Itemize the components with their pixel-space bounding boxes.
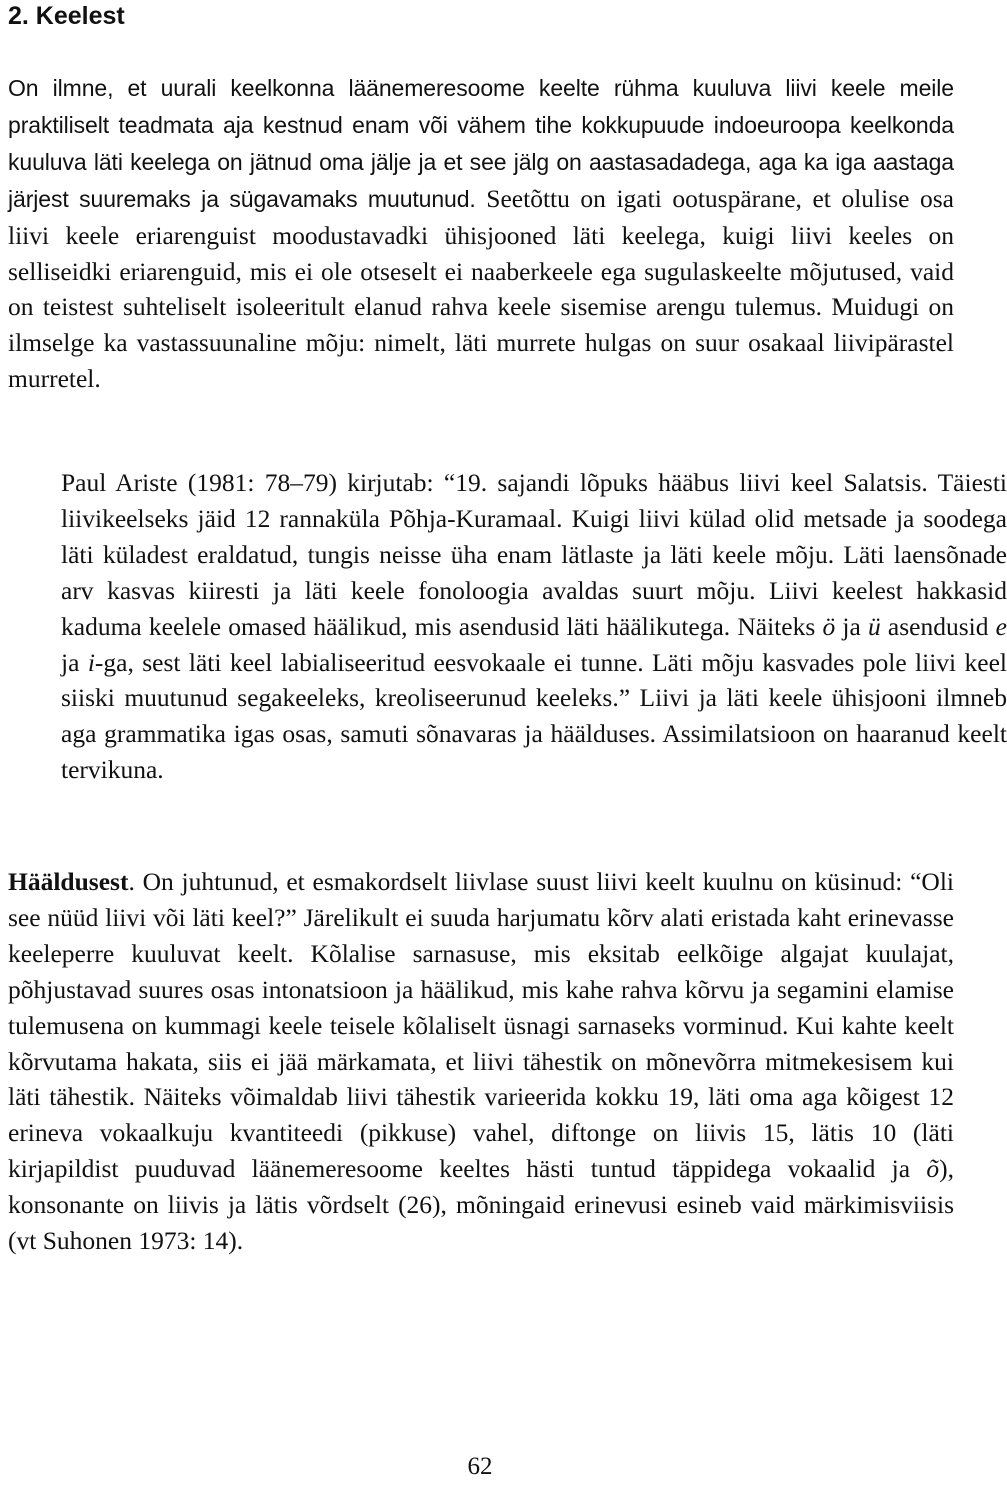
paragraph-1-intro: On ilmne, et uurali keelkonna läänemeresoome keelte rühma kuuluva liivi keele meile praktiliselt teadmata aja kestnud enam või vähem tihe kokkupuude indoeuroopa keelkonda kuuluva läti keelega on jätnud oma jälje ja et see jälg on aastasadadega, aga ka iga aastaga järjest suuremaks ja sügavamaks muutunud. xyxy=(8,75,954,212)
paragraph-3-text-b: ), konsonante on liivis ja lätis võrdselt (26), mõningaid erinevusi esineb vaid märkimisviisis (vt Suhonen 1973: 14). xyxy=(8,1154,954,1256)
paragraph-2-conjunction-2: ja xyxy=(61,647,88,677)
page-number: 62 xyxy=(467,1453,493,1480)
paragraph-1 xyxy=(8,70,954,397)
paragraph-1-rest: Seetõttu on igati ootuspärane, et olulise osa liivi keele eriarenguist moodustavadki ühisjooned läti keelega, kuigi liivi keeles on selliseidki eriarenguid, mis ei ole otseselt ei naaberkeele ega sugulaskeelte mõjutused, vaid on teistest suhteliselt isoleeritult elanud rahva keele sisemise arengu tulemus. Muidugi on ilmselge ka vastassuunaline mõju: nimelt, läti murrete hulgas on suur osakaal liivipärastel murretel. xyxy=(8,183,954,394)
letter-u-umlaut: ü xyxy=(867,611,881,641)
letter-e: e xyxy=(995,611,1007,641)
letter-i: i xyxy=(87,647,95,677)
paragraph-2-text-a: Paul Ariste (1981: 78–79) kirjutab: “19. sajandi lõpuks hääbus liivi keel Salatsis. Täiesti liivikeelseks jäid 12 rannaküla Põhja-Kuramaal. Kuigi liivi külad olid metsade ja soodega läti küladest eraldatud, tungis neisse üha enam lätlaste ja läti keele mõju. Läti laensõnade arv kasvas kiiresti ja läti keele fonoloogia avaldas suurt mõju. Liivi keelest hakkasid kaduma keelele omased häälikud, mis asendusid läti häälikutega. Näiteks xyxy=(61,468,1007,641)
paragraph-3 xyxy=(8,864,954,1259)
paragraph-2 xyxy=(8,465,1007,788)
paragraph-3-lead: Hääldusest xyxy=(8,867,129,896)
paragraph-3-text-a: . On juhtunud, et esmakordselt liivlase suust liivi keelt kuulnu on küsinud: “Oli see nüüd liivi või läti keel?” Järelikult ei suuda harjumatu kõrv alati eristada kaht erinevasse keeleperre kuuluvat keelt. Kõlalise sarnasuse, mis eksitab eelkõige algajat kuulajat, põhjustavad suures osas intonatsioon ja häälikud, mis kahe rahva kõrvu ja segamini elamise tulemusena on kummagi keele teisele kõlaliselt üsnagi sarnaseks vorminud. Kui kahte keelt kõrvutama hakata, siis ei jää märkamata, et liivi tähestik on mõnevõrra mitmekesisem kui läti tähestik. Näiteks võimaldab liivi tähestik varieerida kokku 19, läti oma aga kõigest 12 erineva vokaalkuju kvantiteedi (pikkuse) vahel, diftonge on liivis 15, lätis 10 (läti kirjapildist puuduvad läänemeresoome keeltes hästi tuntud täppidega vokaalid ja xyxy=(8,867,954,1184)
letter-o-tilde: õ xyxy=(926,1154,940,1184)
paragraph-2-verb: asendusid xyxy=(880,611,996,641)
paragraph-2-text-b: -ga, sest läti keel labialiseeritud eesvokaale ei tunne. Läti mõju kasvades pole liivi keel siiski muutunud segakeeleks, kreoliseerunud keeleks.” Liivi ja läti keele ühisjooni ilmneb aga grammatika igas osas, samuti sõnavaras ja häälduses. Assimilatsioon on haaranud keelt tervikuna. xyxy=(61,647,1007,785)
section-heading: 2. Keelest xyxy=(8,2,125,30)
letter-o-umlaut: ö xyxy=(822,611,836,641)
paragraph-2-conjunction-1: ja xyxy=(835,611,868,641)
